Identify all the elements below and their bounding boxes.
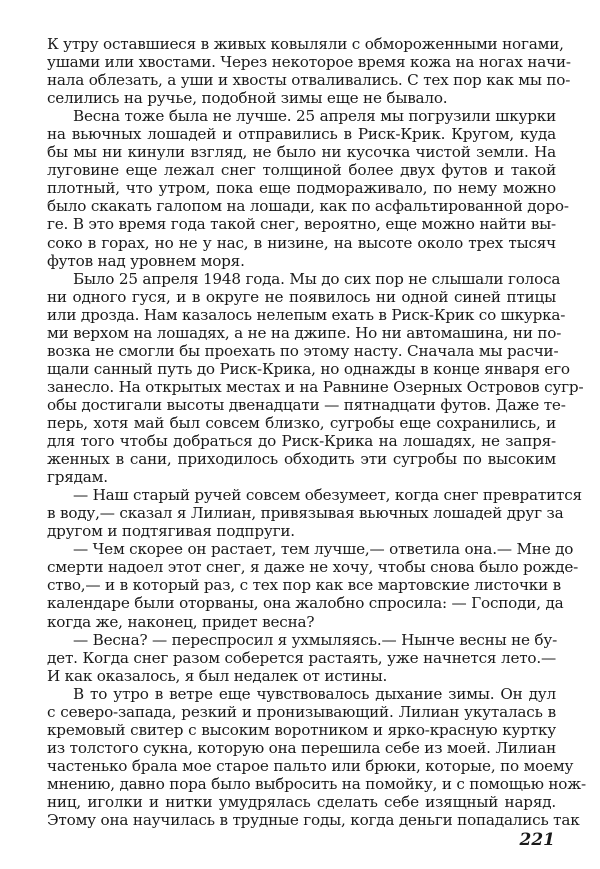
text-line: — Весна? — переспросил я ухмыляясь.— Нынче весны не бу- [73,630,558,649]
text-line: из толстого сукна, которую она перешила себе из моей. Лилиан [47,738,556,757]
text-line: занесло. На открытых местах и на Равнине Озерных Островов сугр- [47,377,584,396]
text-line: Весна тоже была не лучше. 25 апреля мы погрузили шкурки [73,107,556,126]
text-line: — Наш старый ручей совсем обезумеет, когда снег превратится [73,486,582,505]
paragraph [47,684,586,830]
paragraph [47,35,571,108]
text-line: В то утро в ветре еще чувствовалось дыхание зимы. Он дул [73,684,556,703]
text-line: дет. Когда снег разом соберется растаять, уже начнется лето.— [47,648,556,667]
text-line: было скакать галопом на лошади, как по асфальтированной доро- [47,197,569,216]
text-line: другом и подтягивая подпруги. [47,522,295,541]
text-line: К утру оставшиеся в живых ковыляли с обмороженными ногами, [47,35,564,53]
text-line: женных в сани, приходилось обходить эти сугробы по высоким [47,450,556,469]
text-line: перь, хотя май был совсем близко, сугробы еще сохранились, и [47,413,556,432]
text-line: на вьючных лошадей и отправились в Риск-Крик. Кругом, куда [47,125,556,144]
text-line: ство,— и в который раз, с тех пор как все мартовские листочки в [47,576,561,595]
text-line: И как оказалось, я был недалек от истины. [47,666,388,685]
text-line: плотный, что утром, пока еще подмораживало, по нему можно [47,179,556,198]
text-line: в воду,— сказал я Лилиан, привязывая вьючных лошадей друг за [47,504,564,523]
text-line: селились на ручье, подобной зимы еще не бывало. [47,89,448,108]
text-line: ми верхом на лошадях, а не на джипе. Но ни автомашина, ни по- [47,323,562,342]
text-line: футов над уровнем моря. [47,251,245,270]
text-line: или дрозда. Нам казалось нелепым ехать в Риск-Крик со шкурка- [47,305,566,324]
paragraph [47,486,582,541]
paragraph [47,540,579,631]
text-line: календаре были оторваны, она жалобно спросила: — Господи, да [47,594,564,613]
text-line: частенько брала мое старое пальто или брюки, которые, по моему [47,756,574,775]
text-line: нала облезать, а уши и хвосты отваливались. С тех пор как мы по- [47,71,571,90]
text-line: возка не смогли бы проехать по этому насту. Сначала мы расчи- [47,341,559,360]
paragraph [47,269,584,487]
text-line: грядам. [47,468,108,487]
paragraph [47,107,569,270]
text-line: бы мы ни кинули взгляд, не было ни кусочка чистой земли. На [47,143,556,162]
text-line: когда же, наконец, придет весна? [47,612,315,631]
text-line: луговине еще лежал снег толщиной более двух футов и такой [47,161,556,180]
text-line: смерти надоел этот снег, я даже не хочу, чтобы снова было рожде- [47,558,579,577]
text-line: щали санный путь до Риск-Крика, но однажды в конце января его [47,359,570,378]
text-line: ниц, иголки и нитки умудрялась сделать себе изящный наряд. [47,792,556,811]
text-line: мнению, давно пора было выбросить на помойку, и с помощью нож- [47,774,586,793]
text-line: ни одного гуся, и в округе не появилось ни одной синей птицы [47,287,556,306]
text-line: обы достигали высоты двенадцати — пятнадцати футов. Даже те- [47,395,566,414]
paragraph [47,631,556,685]
page-body [47,35,586,830]
text-line: соко в горах, но не у нас, в низине, на высоте около трех тысяч [47,233,556,252]
text-line: для того чтобы добраться до Риск-Крика на лошадях, не запря- [47,432,556,451]
text-line: — Чем скорее он растает, тем лучше,— ответила она.— Мне до [73,540,574,559]
text-line: Этому она научилась в трудные годы, когда деньги попадались так [47,811,580,830]
text-line: с северо-запада, резкий и пронизывающий. Лилиан укуталась в [47,702,556,721]
page-number: 221 [519,830,555,850]
text-line: ушами или хвостами. Через некоторое время кожа на ногах начи- [47,53,571,72]
text-line: ге. В это время года такой снег, вероятно, еще можно найти вы- [47,215,556,234]
text-line: Было 25 апреля 1948 года. Мы до сих пор не слышали голоса [73,269,561,288]
text-line: кремовый свитер с высоким воротником и ярко-красную куртку [47,720,556,739]
